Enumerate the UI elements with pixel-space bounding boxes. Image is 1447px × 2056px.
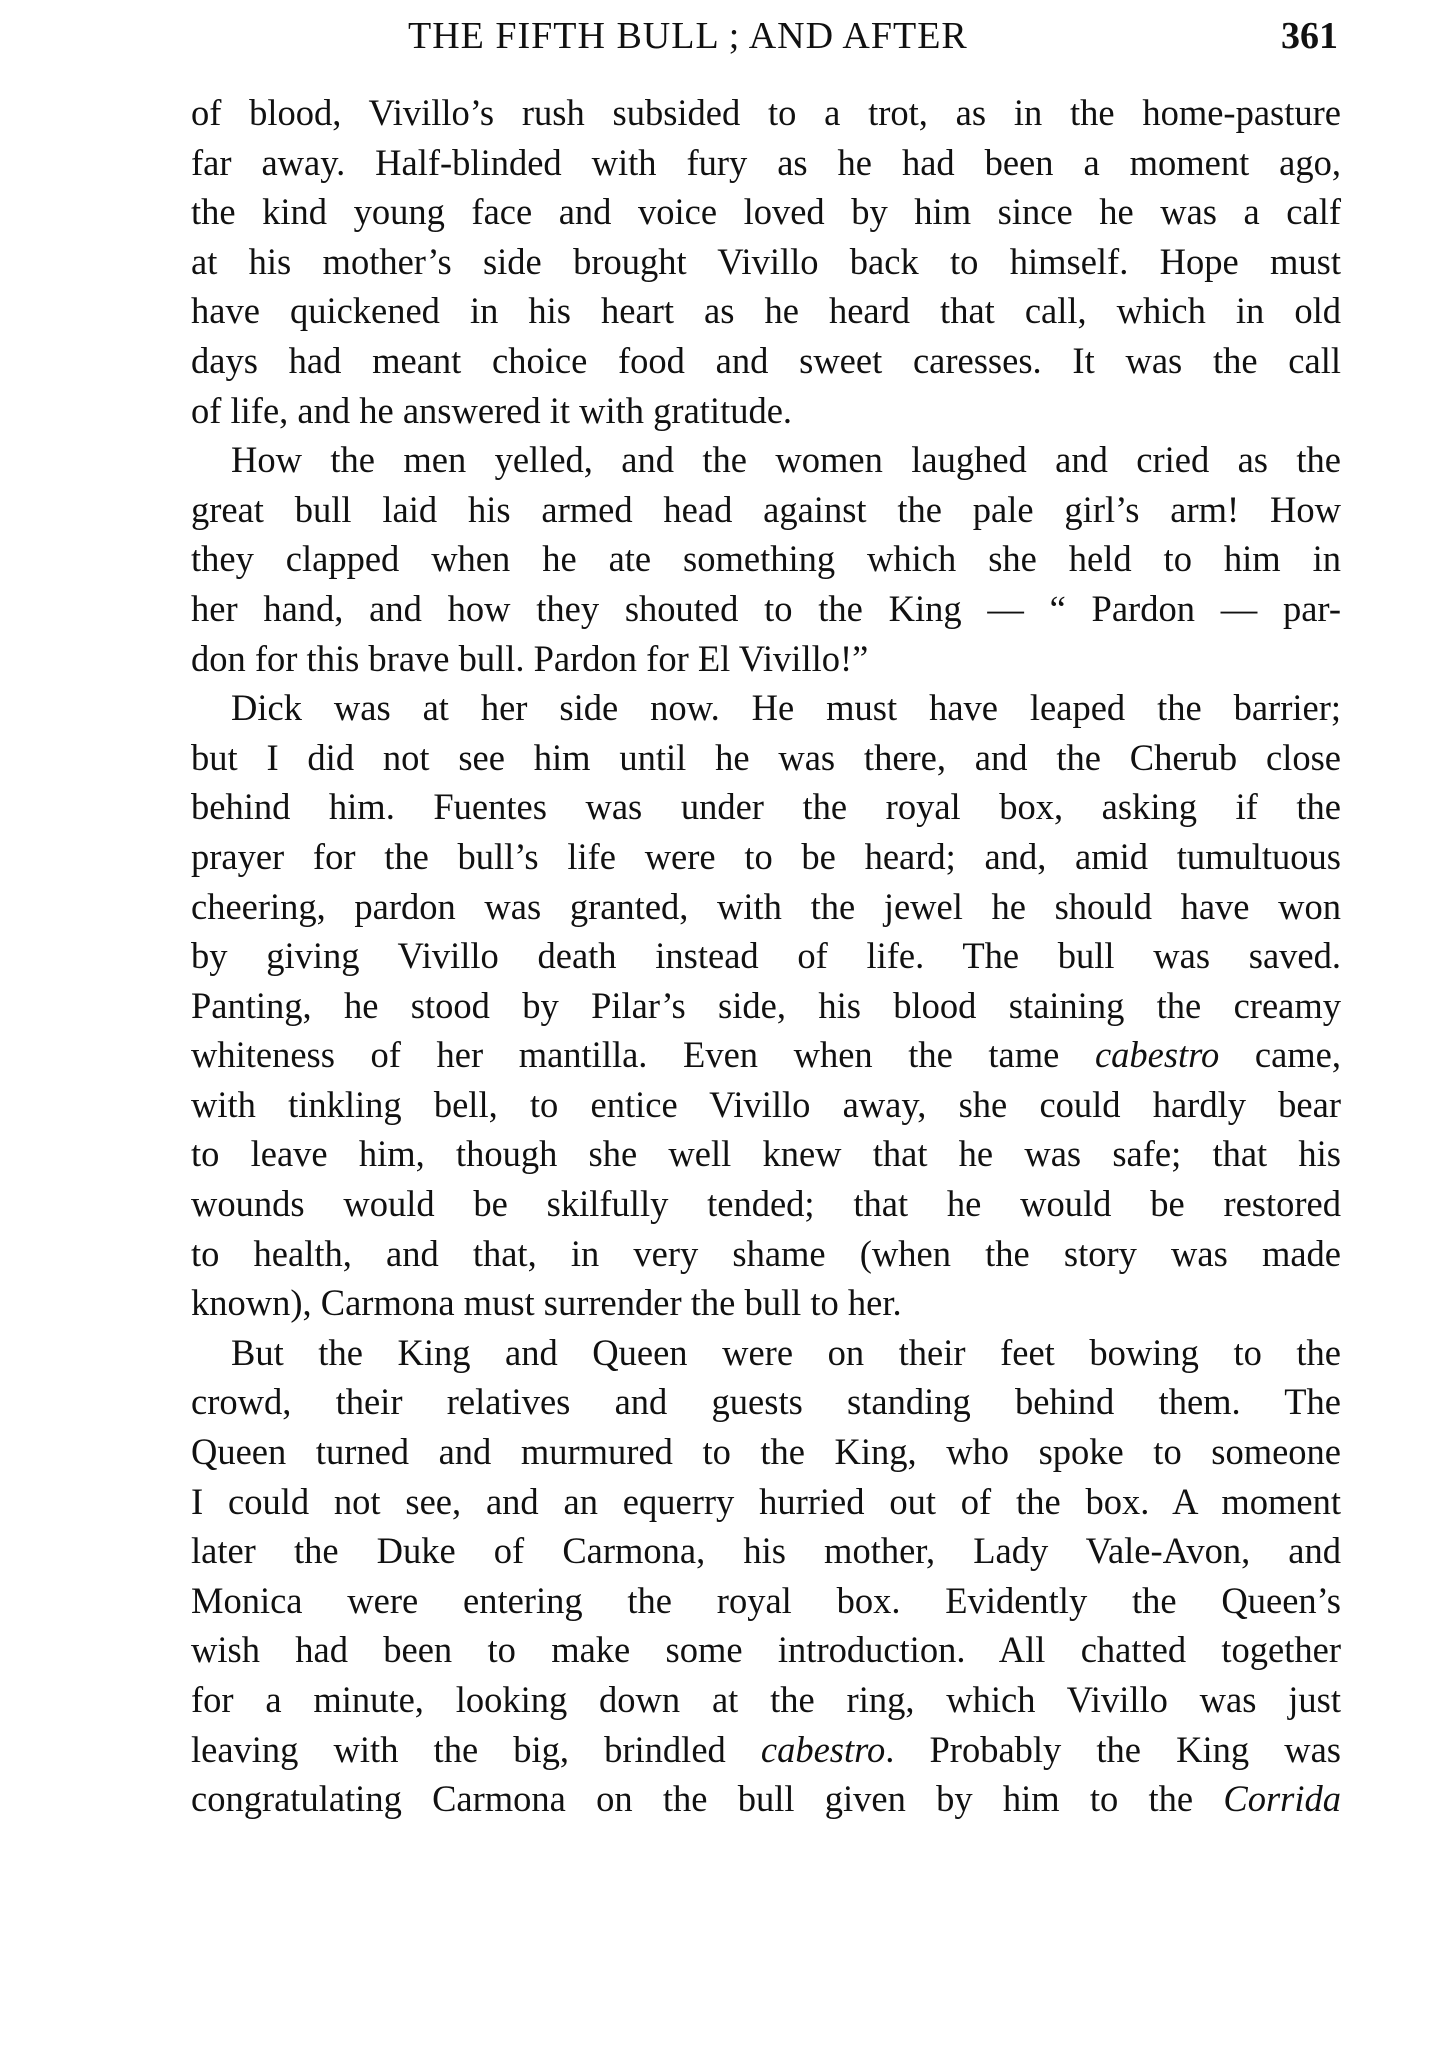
text-line: Monica were entering the royal box. Evidently the Queen’s: [191, 1579, 1341, 1621]
text-line: leaving with the big, brindled cabestro. Probably the King was: [191, 1728, 1341, 1770]
text-line: the kind young face and voice loved by him since he was a calf: [191, 191, 1341, 233]
text-line: Queen turned and murmured to the King, who spoke to someone: [191, 1431, 1341, 1473]
paragraph: [191, 435, 1341, 683]
text-line: for a minute, looking down at the ring, which Vivillo was just: [191, 1679, 1341, 1720]
text-line: with tinkling bell, to entice Vivillo away, she could hardly bear: [191, 1083, 1341, 1125]
text-line: whiteness of her mantilla. Even when the tame cabestro came,: [191, 1034, 1341, 1076]
text-line: later the Duke of Carmona, his mother, Lady Vale-Avon, and: [191, 1530, 1341, 1572]
text-line: wounds would be skilfully tended; that he would be restored: [191, 1183, 1341, 1225]
text-line: don for this brave bull. Pardon for El Vivillo!”: [191, 637, 869, 679]
text-line: Dick was at her side now. He must have leaped the barrier;: [231, 687, 1341, 729]
text-line: her hand, and how they shouted to the King — “ Pardon — par-: [191, 587, 1341, 629]
text-line: I could not see, and an equerry hurried out of the box. A moment: [191, 1480, 1341, 1522]
text-line: to leave him, though she well knew that he was safe; that his: [191, 1133, 1341, 1175]
text-line: crowd, their relatives and guests standing behind them. The: [191, 1381, 1341, 1423]
text-line: cheering, pardon was granted, with the jewel he should have won: [191, 885, 1341, 927]
text-line: of blood, Vivillo’s rush subsided to a trot, as in the home-pasture: [191, 92, 1341, 133]
text-line: prayer for the bull’s life were to be heard; and, amid tumultuous: [191, 835, 1341, 877]
text-line: at his mother’s side brought Vivillo back to himself. Hope must: [191, 240, 1341, 282]
text-line: to health, and that, in very shame (when the story was made: [191, 1232, 1341, 1274]
text-line: far away. Half-blinded with fury as he had been a moment ago,: [191, 141, 1341, 183]
text-line: by giving Vivillo death instead of life. The bull was saved.: [191, 935, 1341, 977]
running-title: THE FIFTH BULL ; AND AFTER: [408, 15, 968, 57]
running-header: [408, 14, 1338, 64]
text-line: but I did not see him until he was there, and the Cherub close: [191, 736, 1341, 778]
page-body: [191, 88, 1341, 1824]
page-number: 361: [1281, 15, 1338, 57]
text-line: How the men yelled, and the women laughed and cried as the: [231, 439, 1341, 481]
text-line: days had meant choice food and sweet caresses. It was the call: [191, 339, 1341, 381]
paragraph: [191, 683, 1341, 1328]
text-line: of life, and he answered it with gratitude.: [191, 389, 793, 431]
text-line: congratulating Carmona on the bull given by him to the Corrida: [191, 1778, 1341, 1820]
paragraph: [191, 88, 1341, 435]
text-line: known), Carmona must surrender the bull to her.: [191, 1282, 902, 1324]
text-line: Panting, he stood by Pilar’s side, his blood staining the creamy: [191, 984, 1341, 1026]
text-line: great bull laid his armed head against the pale girl’s arm! How: [191, 488, 1341, 530]
paragraph: [191, 1328, 1341, 1824]
text-line: have quickened in his heart as he heard that call, which in old: [191, 290, 1341, 332]
text-line: But the King and Queen were on their feet bowing to the: [231, 1331, 1341, 1373]
text-line: wish had been to make some introduction. All chatted together: [191, 1629, 1341, 1671]
text-line: they clapped when he ate something which she held to him in: [191, 538, 1341, 580]
text-line: behind him. Fuentes was under the royal box, asking if the: [191, 786, 1341, 828]
